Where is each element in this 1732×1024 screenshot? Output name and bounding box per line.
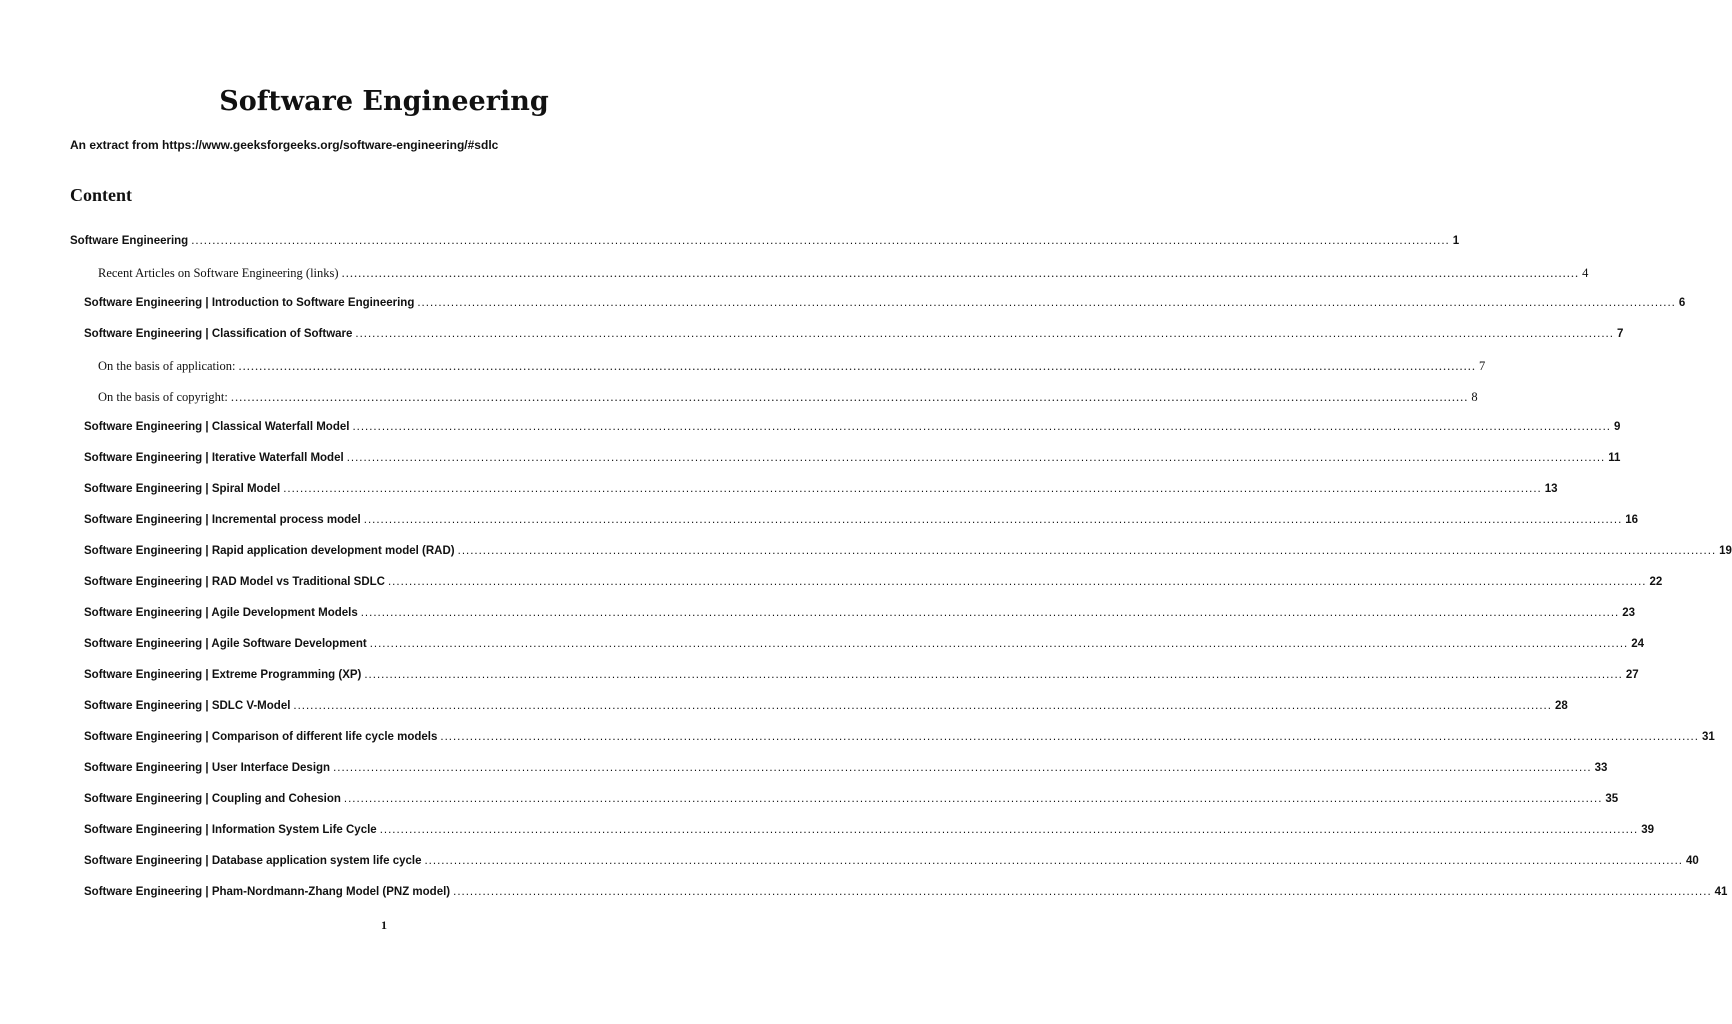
toc-leader-dots: ............................................................................................................................................................................................................................................................................................................ xyxy=(230,390,1469,404)
toc-entry-label: Software Engineering | Classical Waterfall Model xyxy=(84,421,350,433)
toc-entry[interactable] xyxy=(84,607,1636,627)
toc-entry-label: Software Engineering | Incremental process model xyxy=(84,514,361,526)
toc-leader-dots: ............................................................................................................................................................................................................................................................................................................ xyxy=(424,855,1684,867)
toc-entry-page: 4 xyxy=(1582,266,1589,280)
toc-entry-page: 1 xyxy=(1452,235,1460,247)
toc-leader-dots: ............................................................................................................................................................................................................................................................................................................ xyxy=(355,328,1614,340)
toc-entry-page: 28 xyxy=(1554,700,1568,712)
toc-leader-dots: ............................................................................................................................................................................................................................................................................................................ xyxy=(191,235,1450,247)
toc-entry[interactable] xyxy=(84,452,1621,472)
toc-leader-dots: ............................................................................................................................................................................................................................................................................................................ xyxy=(379,824,1639,836)
toc-entry-page: 7 xyxy=(1478,359,1486,373)
toc-entry-page: 11 xyxy=(1608,452,1621,464)
toc-entry-label: Software Engineering | SDLC V-Model xyxy=(84,700,291,712)
toc-entry-page: 16 xyxy=(1625,514,1639,526)
toc-entry-label: Software Engineering | RAD Model vs Traditional SDLC xyxy=(84,576,385,588)
toc-leader-dots: ............................................................................................................................................................................................................................................................................................................ xyxy=(341,266,1580,280)
toc-entry-label: Software Engineering | Database application system life cycle xyxy=(84,855,422,867)
toc-entry-label: Software Engineering | Extreme Programming (XP) xyxy=(84,669,362,681)
toc-entry-page: 13 xyxy=(1544,483,1558,495)
toc-entry[interactable] xyxy=(84,483,1558,503)
toc-entry[interactable] xyxy=(84,638,1645,658)
source-note: An extract from https://www.geeksforgeeks.org/software-engineering/#sdlc xyxy=(70,138,499,152)
toc-entry[interactable] xyxy=(84,886,1728,906)
toc-leader-dots: ............................................................................................................................................................................................................................................................................................................ xyxy=(457,545,1717,557)
toc-entry-page: 19 xyxy=(1719,545,1732,557)
toc-entry-label: Software Engineering | Agile Development Models xyxy=(84,607,358,619)
toc-entry-label: Software Engineering | Classification of Software xyxy=(84,328,353,340)
toc-entry-page: 35 xyxy=(1605,793,1619,805)
toc-leader-dots: ............................................................................................................................................................................................................................................................................................................ xyxy=(283,483,1542,495)
toc-leader-dots: ............................................................................................................................................................................................................................................................................................................ xyxy=(369,638,1629,650)
toc-entry-page: 33 xyxy=(1594,762,1608,774)
toc-entry[interactable] xyxy=(84,762,1608,782)
toc-entry-page: 39 xyxy=(1641,824,1655,836)
page-number: 1 xyxy=(381,918,387,932)
toc-entry-label: Software Engineering | Information System Life Cycle xyxy=(84,824,377,836)
toc-entry[interactable] xyxy=(98,266,1589,286)
toc-entry[interactable] xyxy=(70,235,1460,255)
toc-leader-dots: ............................................................................................................................................................................................................................................................................................................ xyxy=(352,421,1611,433)
toc-entry[interactable] xyxy=(84,297,1686,317)
toc-leader-dots: ............................................................................................................................................................................................................................................................................................................ xyxy=(333,762,1592,774)
toc-leader-dots: ............................................................................................................................................................................................................................................................................................................ xyxy=(363,514,1623,526)
toc-entry-label: Software Engineering xyxy=(70,235,189,247)
toc-entry-label: Software Engineering | Introduction to Software Engineering xyxy=(84,297,415,309)
toc-entry-page: 41 xyxy=(1714,886,1728,898)
toc-entry[interactable] xyxy=(84,700,1568,720)
toc-entry-label: On the basis of copyright: xyxy=(98,390,228,404)
toc-entry-label: Software Engineering | Agile Software Development xyxy=(84,638,367,650)
toc-entry[interactable] xyxy=(84,328,1624,348)
toc-entry[interactable] xyxy=(84,421,1621,441)
content-heading: Content xyxy=(70,185,132,205)
toc-entry-label: Software Engineering | Spiral Model xyxy=(84,483,281,495)
toc-leader-dots: ............................................................................................................................................................................................................................................................................................................ xyxy=(360,607,1620,619)
toc-entry[interactable] xyxy=(98,359,1486,379)
toc-entry[interactable] xyxy=(84,545,1732,565)
toc-entry-label: Software Engineering | Comparison of different life cycle models xyxy=(84,731,438,743)
toc-leader-dots: ............................................................................................................................................................................................................................................................................................................ xyxy=(238,359,1476,373)
toc-entry[interactable] xyxy=(84,576,1663,596)
toc-entry[interactable] xyxy=(84,855,1699,875)
toc-entry-page: 22 xyxy=(1649,576,1663,588)
toc-entry-label: Software Engineering | Rapid application development model (RAD) xyxy=(84,545,455,557)
toc-entry-page: 23 xyxy=(1622,607,1636,619)
toc-leader-dots: ............................................................................................................................................................................................................................................................................................................ xyxy=(364,669,1623,681)
toc-leader-dots: ............................................................................................................................................................................................................................................................................................................ xyxy=(453,886,1712,898)
toc-entry-page: 40 xyxy=(1686,855,1699,867)
toc-entry[interactable] xyxy=(84,514,1639,534)
toc-entry-label: Recent Articles on Software Engineering (links) xyxy=(98,266,339,280)
toc-entry[interactable] xyxy=(84,824,1655,844)
toc-entry-page: 24 xyxy=(1631,638,1645,650)
toc-entry-label: Software Engineering | Pham-Nordmann-Zhang Model (PNZ model) xyxy=(84,886,451,898)
toc-entry-page: 6 xyxy=(1678,297,1686,309)
toc-entry[interactable] xyxy=(84,669,1639,689)
toc-leader-dots: ............................................................................................................................................................................................................................................................................................................ xyxy=(343,793,1603,805)
toc-entry-page: 27 xyxy=(1625,669,1639,681)
toc-leader-dots: ............................................................................................................................................................................................................................................................................................................ xyxy=(417,297,1676,309)
toc-leader-dots: ............................................................................................................................................................................................................................................................................................................ xyxy=(387,576,1647,588)
toc-entry-page: 9 xyxy=(1613,421,1621,433)
toc-entry[interactable] xyxy=(84,731,1715,751)
document-title: Software Engineering xyxy=(219,86,549,117)
toc-entry-page: 8 xyxy=(1471,390,1478,404)
toc-entry[interactable] xyxy=(98,390,1478,410)
toc-entry-label: Software Engineering | User Interface Design xyxy=(84,762,331,774)
toc-leader-dots: ............................................................................................................................................................................................................................................................................................................ xyxy=(440,731,1699,743)
toc-entry-page: 31 xyxy=(1701,731,1715,743)
toc-leader-dots: ............................................................................................................................................................................................................................................................................................................ xyxy=(346,452,1606,464)
toc-entry-page: 7 xyxy=(1616,328,1624,340)
toc-entry-label: On the basis of application: xyxy=(98,359,236,373)
toc-leader-dots: ............................................................................................................................................................................................................................................................................................................ xyxy=(293,700,1552,712)
toc-entry-label: Software Engineering | Iterative Waterfall Model xyxy=(84,452,344,464)
toc-entry[interactable] xyxy=(84,793,1619,813)
toc-entry-label: Software Engineering | Coupling and Cohesion xyxy=(84,793,341,805)
